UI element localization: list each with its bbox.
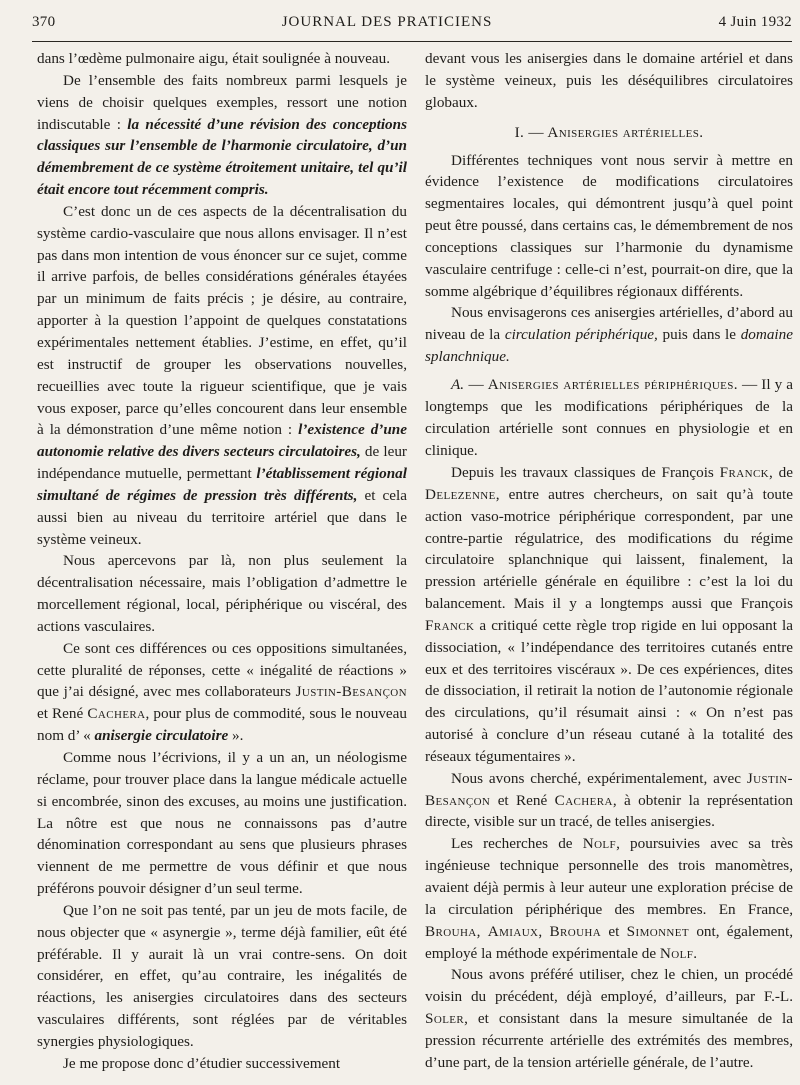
author-name: Cachera	[554, 791, 613, 809]
text: et	[601, 922, 627, 940]
left-column	[37, 48, 407, 1075]
text: et cela aussi bien au niveau du territoire artériel que dans le système veineux.	[37, 486, 407, 548]
text: Les recherches de	[451, 835, 583, 853]
page-header	[32, 14, 792, 40]
emphasis: domaine splanchnique.	[425, 326, 793, 366]
author-name: Franck	[425, 616, 475, 634]
text: , entre autres chercheurs, on sait qu’à toute action vaso-motrice périphérique correspondent, par une contre-partie régulatrice, des modifications du régime circulatoire splanchnique qui laissent, finalement, la pression artérielle générale en équilibre : c’est la loi du balancement. Mais il y a longtemps aussi que François	[425, 485, 793, 613]
author-name: Justin-Besançon	[425, 769, 793, 809]
paragraph	[37, 747, 407, 900]
paragraph	[37, 201, 407, 551]
subsection-paragraph	[425, 374, 793, 462]
author-name: Franck	[719, 463, 770, 481]
text: .	[693, 944, 698, 962]
text: Nous avons cherché, expérimentalement, avec	[451, 769, 747, 787]
paragraph	[425, 302, 793, 368]
text: ,	[538, 922, 550, 940]
paragraph	[425, 768, 793, 834]
paragraph	[37, 48, 407, 70]
text: a critiqué cette règle trop rigide en lui opposant la dissociation, « l’indépendance des territoires cutanés entre eux et des territoires viscéraux ». De ces expériences, dites de dissociation, il retirait la notion de l’autonomie régionale des circulations, qu’il résumait ainsi : « On n’est pas autorisé à conclure d’un réseau cutané à la totalité des réseaux tégumentaires ».	[425, 616, 793, 765]
text: Nous apercevons par là, non plus seulement la décentralisation nécessaire, mais l’obligation d’admettre le morcellement régional, local, périphérique ou viscéral, des actions vasculaires.	[37, 552, 407, 635]
paragraph	[37, 70, 407, 201]
text: ,	[476, 922, 488, 940]
header-rule	[32, 41, 792, 42]
text: , de	[769, 463, 793, 481]
emphasis: anisergie circulatoire	[94, 727, 229, 745]
text: Que l’on ne soit pas tenté, par un jeu de mots facile, de nous objecter que « asynergie », terme déjà familier, eût été préférable. Il y aurait là un vrai contre-sens. On doit considérer, en effet, qu’au contraire, les inégalités de réactions, les anisergies circulatoires dans des secteurs vasculaires différents, sont réglées par de véritables synergies physiologiques.	[37, 901, 407, 1050]
text: de leur indépendance mutuelle, permettant	[37, 443, 407, 483]
text: , poursuivies avec sa très ingénieuse technique personnelle des trois manomètres, avaient déjà permis à leur auteur une exploration précise de la circulation périphérique des membres. En France,	[425, 835, 793, 918]
author-name: Delezenne	[425, 485, 496, 503]
text: ont, également, employé la méthode expérimentale de	[425, 922, 793, 962]
subsection-letter: A.	[451, 375, 465, 393]
text: devant vous les anisergies dans le domaine artériel et dans le système veineux, puis les déséquilibres circulatoires globaux.	[425, 50, 793, 111]
author-name: Cachera	[87, 705, 146, 723]
text: , à obtenir la représentation directe, visible sur un tracé, de telles anisergies.	[425, 791, 793, 831]
author-name: Soler	[425, 1010, 465, 1028]
text: dans l’œdème pulmonaire aigu, était soulignée à nouveau.	[37, 50, 390, 67]
text: , pour plus de commodité, sous le nouveau nom d’ «	[37, 705, 407, 745]
text: Comme nous l’écrivions, il y a un an, un néologisme réclame, pour trouver place dans la langue médicale actuelle si encombrée, sinon des excuses, au moins une justification. La nôtre est que nous ne connaissons pas d’autre dénomination correspondant au sens que plusieurs phrases viennent de me permettre de vous définir et que nous préférons pouvoir désigner d’un seul terme.	[37, 749, 407, 898]
text: et René	[490, 791, 555, 809]
author-name: Nolf	[659, 944, 694, 962]
emphasis: la nécessité d’une révision des conceptions classiques sur l’ensemble de l’harmonie circulatoire, d’un démembrement de ce système étroitement unitaire, tel qu’il était encore tout récemment compris.	[37, 115, 407, 199]
text: Ce sont ces différences ou ces oppositions simultanées, cette pluralité de réponses, cette « inégalité de réactions » que j’ai désigné, avec mes collaborateurs	[37, 639, 407, 701]
text: — Il y a longtemps que les modifications périphériques de la circulation artérielle sont connues en physiologie et en clinique.	[425, 375, 793, 459]
emphasis: l’établissement régional simultané de régimes de pression très différents,	[37, 465, 407, 504]
author-name: Nolf	[582, 835, 617, 853]
text: Depuis les travaux classiques de François	[451, 463, 720, 481]
text: , et consistant dans la mesure simultanée de la pression récurrente artérielle des extrémités des membres, d’une part, de la tension artérielle générale, de l’autre.	[425, 1010, 793, 1071]
paragraph	[37, 900, 407, 1053]
text: De l’ensemble des faits nombreux parmi lesquels je viens de choisir quelques exemples, ressort une notion indiscutable :	[37, 71, 407, 133]
text: C’est donc un de ces aspects de la décentralisation du système cardio-vasculaire que nous allons envisager. Il n’est pas dans mon intention de vous énoncer sur ce sujet, comme il arrive parfois, de belles considérations générales étayées par un minimum de faits précis ; je désire, au contraire, apporter à la question l’appoint de quelques constatations expérimentales nettement établies. J’estime, en effet, qu’il est instructif de grouper les observations nouvelles, recueillies avec toute la rigueur scientifique, que je vais vous exposer, parce qu’elles concourent dans leur ensemble à la démonstration d’une même notion :	[37, 202, 407, 439]
paragraph	[37, 638, 407, 747]
text: Différentes techniques vont nous servir à mettre en évidence l’existence de modifications circulatoires segmentaires locales, qui démontrent jusqu’à quel point peut être poussé, dans certains cas, le démembrement de nos conceptions classiques sur l’harmonie du dynamisme vasculaire centrifuge : celle-ci n’est, pourrait-on dire, que la somme algébrique d’équilibres régionaux différents.	[425, 151, 793, 300]
author-name: Brouha	[549, 922, 602, 940]
paragraph	[37, 550, 407, 637]
author-name: Brouha	[425, 922, 477, 940]
paragraph	[425, 150, 793, 303]
journal-title: JOURNAL DES PRATICIENS	[281, 14, 493, 30]
author-name: Simonnet	[626, 922, 690, 940]
text: et René	[37, 705, 88, 723]
text: Nous envisagerons ces anisergies artérielles, d’abord au niveau de la	[425, 304, 793, 344]
paragraph	[37, 1053, 407, 1075]
text: Je me propose donc d’étudier successivement	[63, 1054, 341, 1072]
text: Nous avons préféré utiliser, chez le chien, un procédé voisin du précédent, déjà employé, d’ailleurs, par F.-L.	[425, 966, 793, 1006]
paragraph	[425, 964, 793, 1073]
paragraph	[425, 48, 793, 114]
issue-date: 4 Juin 1932	[718, 14, 792, 30]
subsection-title: — Anisergies artérielles périphériques.	[464, 375, 738, 393]
text: ».	[228, 727, 244, 745]
paragraph	[425, 462, 793, 768]
right-column	[425, 48, 793, 1074]
emphasis: l’existence d’une autonomie relative des divers secteurs circulatoires,	[37, 421, 407, 461]
paragraph	[425, 833, 793, 964]
page-number: 370	[32, 14, 56, 30]
author-name: Amiaux	[487, 922, 539, 940]
author-name: Justin-Besançon	[295, 683, 407, 701]
section-title: I. — Anisergies artérielles.	[514, 123, 704, 141]
emphasis: circulation périphérique,	[504, 326, 658, 344]
text: puis dans le	[657, 326, 741, 344]
